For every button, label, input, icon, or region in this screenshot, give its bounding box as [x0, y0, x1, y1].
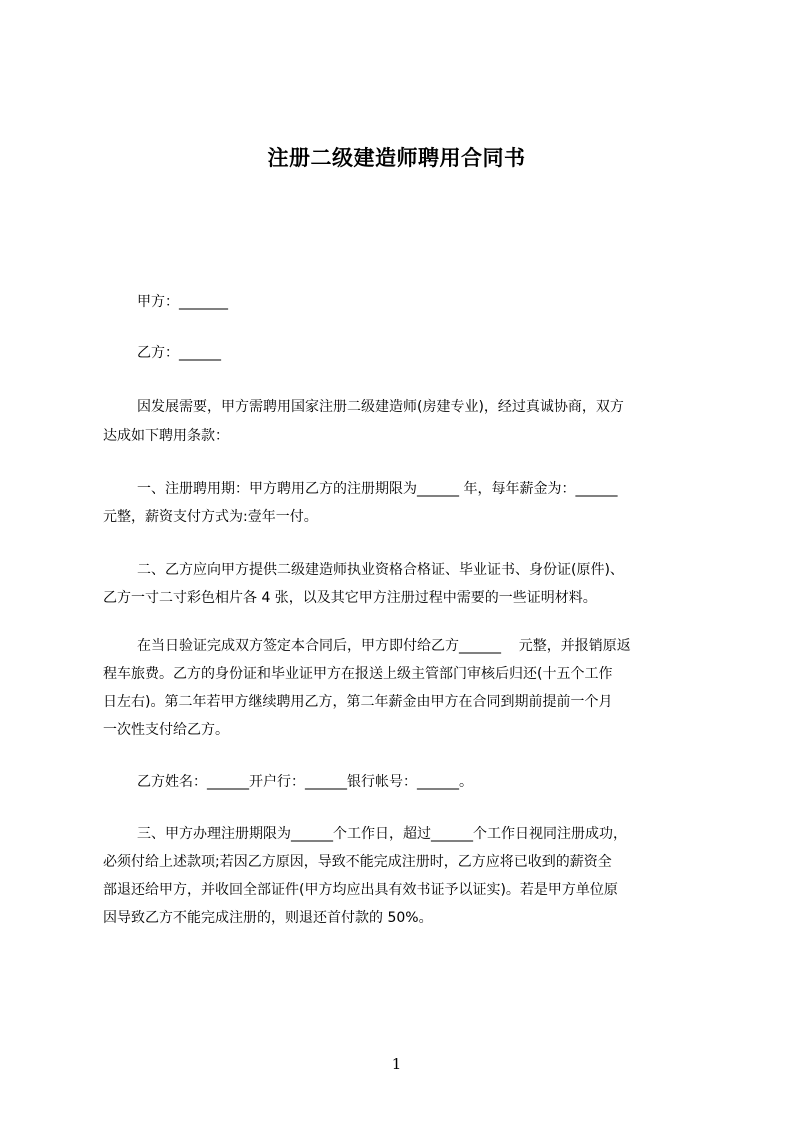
intro-line-2: 达成如下聘用条款： [103, 428, 229, 444]
clause2-line-2: 乙方一寸二寸彩色相片各 4 张，以及其它甲方注册过程中需要的一些证明材料。 [103, 590, 597, 606]
clause1-line-1: 一、注册聘用期：甲方聘用乙方的注册期限为______ 年，每年薪金为：______ [137, 481, 618, 497]
clause1-line-2: 元整，薪资支付方式为:壹年一付。 [103, 509, 318, 525]
clause3-line-2: 必须付给上述款项;若因乙方原因，导致不能完成注册时，乙方应将已收到的薪资全 [103, 854, 612, 870]
party-a-line: 甲方：_______ [137, 294, 228, 310]
payment-line-1: 在当日验证完成双方签定本合同后，甲方即付给乙方______ 元整，并报销原返 [137, 638, 631, 654]
payment-line-3: 日左右)。第二年若甲方继续聘用乙方，第二年薪金由甲方在合同到期前提前一个月 [103, 694, 613, 710]
payment-line-4: 一次性支付给乙方。 [103, 722, 229, 738]
clause2-line-1: 二、乙方应向甲方提供二级建造师执业资格合格证、毕业证书、身份证(原件)、 [137, 562, 624, 578]
bank-info-line: 乙方姓名：______开户行：______银行帐号：______。 [137, 774, 473, 790]
payment-line-2: 程车旅费。乙方的身份证和毕业证甲方在报送上级主管部门审核后归还(十五个工作 [103, 666, 613, 682]
clause3-line-1: 三、甲方办理注册期限为______个工作日，超过______个工作日视同注册成功， [137, 826, 627, 842]
page-number: 1 [391, 1055, 402, 1073]
party-b-line: 乙方：______ [137, 345, 221, 361]
clause3-line-4: 因导致乙方不能完成注册的，则退还首付款的 50%。 [103, 910, 433, 926]
intro-line-1: 因发展需要，甲方需聘用国家注册二级建造师(房建专业)，经过真诚协商，双方 [137, 399, 624, 415]
clause3-line-3: 部退还给甲方，并收回全部证件(甲方均应出具有效书证予以证实)。若是甲方单位原 [103, 882, 618, 898]
document-title: 注册二级建造师聘用合同书 [267, 146, 526, 170]
